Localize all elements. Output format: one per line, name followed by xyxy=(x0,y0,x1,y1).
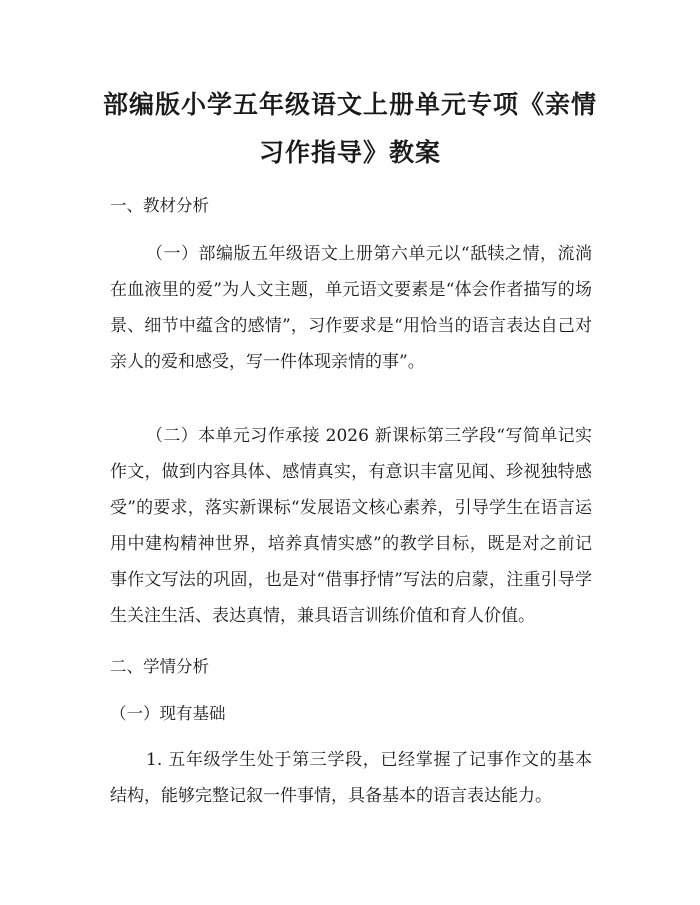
paragraph-unit-theme: （一）部编版五年级语文上册第六单元以“舐犊之情，流淌在血液里的爱”为人文主题，单元语文要素是“体会作者描写的场景、细节中蕴含的感情”，习作要求是“用恰当的语言表达自己对亲人的爱和感受，写一件体现亲情的事”。 xyxy=(110,244,592,372)
paragraph-curriculum-standard: （二）本单元习作承接 2026 新课标第三学段“写简单记实作文，做到内容具体、感情真实，有意识丰富见闻、珍视独特感受”的要求，落实新课标“发展语文核心素养，引导学生在语言运用中建构精神世界，培养真情实感”的教学目标，既是对之前记事作文写法的巩固，也是对“借事抒情”写法的启蒙，注重引导学生关注生活、表达真情，兼具语言训练价值和育人价值。 xyxy=(110,426,592,626)
section-heading-textbook-analysis: 一、教材分析 xyxy=(110,196,209,215)
document-title-line-2: 习作指导》教案 xyxy=(258,138,441,167)
subsection-heading-existing-foundation: （一）现有基础 xyxy=(110,704,226,723)
paragraph-student-foundation: 1. 五年级学生处于第三学段，已经掌握了记事作文的基本结构，能够完整记叙一件事情，具备基本的语言表达能力。 xyxy=(110,750,592,806)
section-heading-student-analysis: 二、学情分析 xyxy=(110,657,209,676)
document-title-line-1: 部编版小学五年级语文上册单元专项《亲情 xyxy=(102,90,597,119)
